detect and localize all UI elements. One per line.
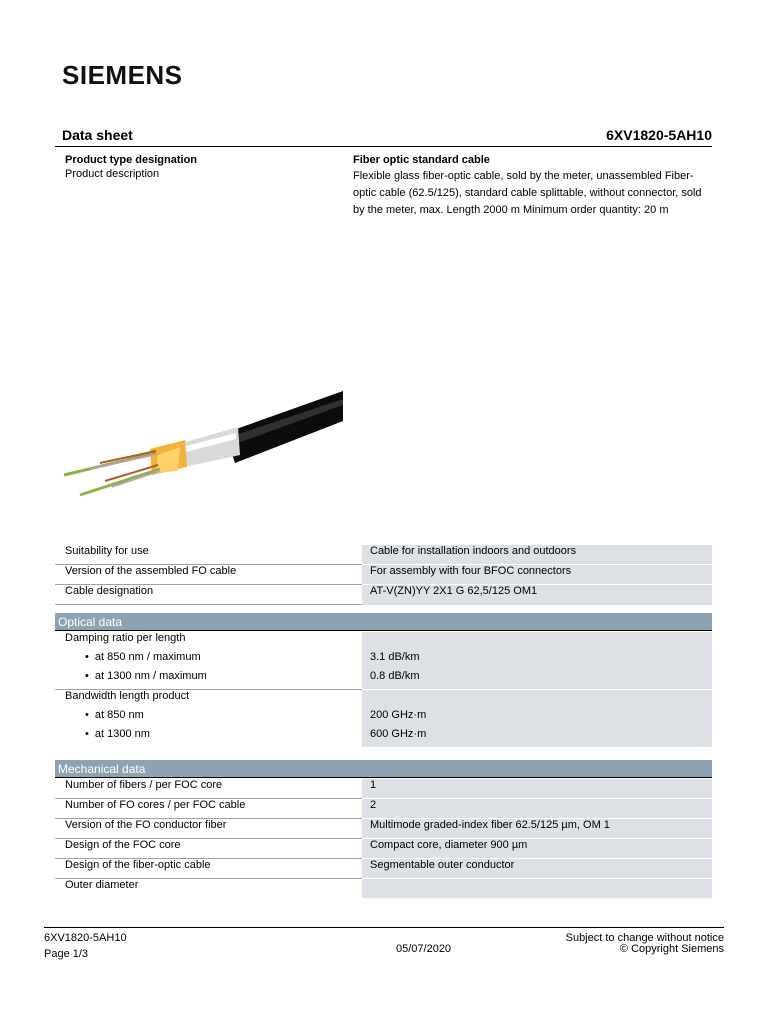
row-value: Cable for installation indoors and outdoors	[362, 545, 712, 565]
footer-copyright: © Copyright Siemens	[619, 943, 724, 955]
table-row	[55, 565, 712, 585]
row-label: Number of fibers / per FOC core	[55, 779, 362, 799]
row-value: AT-V(ZN)YY 2X1 G 62,5/125 OM1	[362, 585, 712, 605]
footer-divider	[44, 927, 724, 928]
optical-table	[55, 632, 712, 747]
row-label: • at 850 nm	[65, 709, 144, 721]
row-value: 2	[362, 799, 712, 819]
row-value: 200 GHz·m	[362, 709, 712, 728]
footer-code: 6XV1820-5AH10	[44, 932, 127, 944]
row-value-empty	[362, 632, 712, 651]
cable-product-image	[60, 385, 350, 510]
row-label: Cable designation	[55, 585, 362, 605]
table-row	[55, 670, 712, 690]
mechanical-section-header: Mechanical data	[55, 760, 712, 778]
table-row	[55, 879, 712, 899]
row-value: 1	[362, 779, 712, 799]
row-label: • at 850 nm / maximum	[65, 651, 201, 663]
table-row	[55, 779, 712, 799]
row-value: Compact core, diameter 900 µm	[362, 839, 712, 859]
row-label: Suitability for use	[55, 545, 362, 565]
row-label-cell	[55, 670, 362, 690]
general-table	[55, 545, 712, 605]
row-value: For assembly with four BFOC connectors	[362, 565, 712, 585]
datasheet-header	[55, 127, 712, 147]
row-value: Multimode graded-index fiber 62.5/125 µm, OM 1	[362, 819, 712, 839]
table-row	[55, 651, 712, 670]
row-value: 3.1 dB/km	[362, 651, 712, 670]
product-code: 6XV1820-5AH10	[606, 127, 712, 143]
product-type-value: Fiber optic standard cable	[353, 154, 490, 166]
row-label: • at 1300 nm / maximum	[65, 670, 207, 682]
table-row	[55, 545, 712, 565]
row-label: Outer diameter	[65, 879, 139, 891]
footer-date: 05/07/2020	[396, 943, 452, 955]
row-label: Design of the fiber-optic cable	[55, 859, 362, 879]
product-type-label: Product type designation	[65, 154, 198, 166]
row-value: Segmentable outer conductor	[362, 859, 712, 879]
footer-notice: Subject to change without notice	[565, 932, 724, 944]
row-label: • at 1300 nm	[65, 728, 150, 740]
product-desc-value: Flexible glass fiber-optic cable, sold by the meter, unassembled Fiber-optic cable (62.5/125), standard cable splittable, without connector, sold by the meter, max. Length 2000 m Minimum order quantity: 20 m	[353, 170, 702, 216]
row-value: 600 GHz·m	[362, 728, 712, 747]
product-desc-label: Product description	[65, 168, 160, 180]
row-label-cell	[55, 728, 362, 747]
row-label: Design of the FOC core	[55, 839, 362, 859]
table-row	[55, 728, 712, 747]
mechanical-table	[55, 779, 712, 898]
footer-page: Page 1/3	[44, 948, 89, 960]
datasheet-title: Data sheet	[62, 127, 133, 143]
row-label-cell	[55, 709, 362, 728]
row-label: Bandwidth length product	[65, 690, 190, 702]
row-value: 0.8 dB/km	[362, 670, 712, 690]
table-row	[55, 709, 712, 728]
row-value	[362, 879, 712, 899]
row-label-cell	[55, 651, 362, 670]
optical-section-header: Optical data	[55, 613, 712, 631]
table-row	[55, 799, 712, 819]
table-row	[55, 859, 712, 879]
row-value-empty	[362, 690, 712, 710]
row-label: Version of the FO conductor fiber	[55, 819, 362, 839]
table-row	[55, 632, 712, 651]
table-row	[55, 690, 712, 710]
table-row	[55, 819, 712, 839]
table-row	[55, 839, 712, 859]
row-label: Number of FO cores / per FOC cable	[55, 799, 362, 819]
table-row	[55, 585, 712, 605]
row-label: Version of the assembled FO cable	[55, 565, 362, 585]
row-label: Damping ratio per length	[65, 632, 186, 644]
siemens-logo: SIEMENS	[62, 60, 183, 90]
